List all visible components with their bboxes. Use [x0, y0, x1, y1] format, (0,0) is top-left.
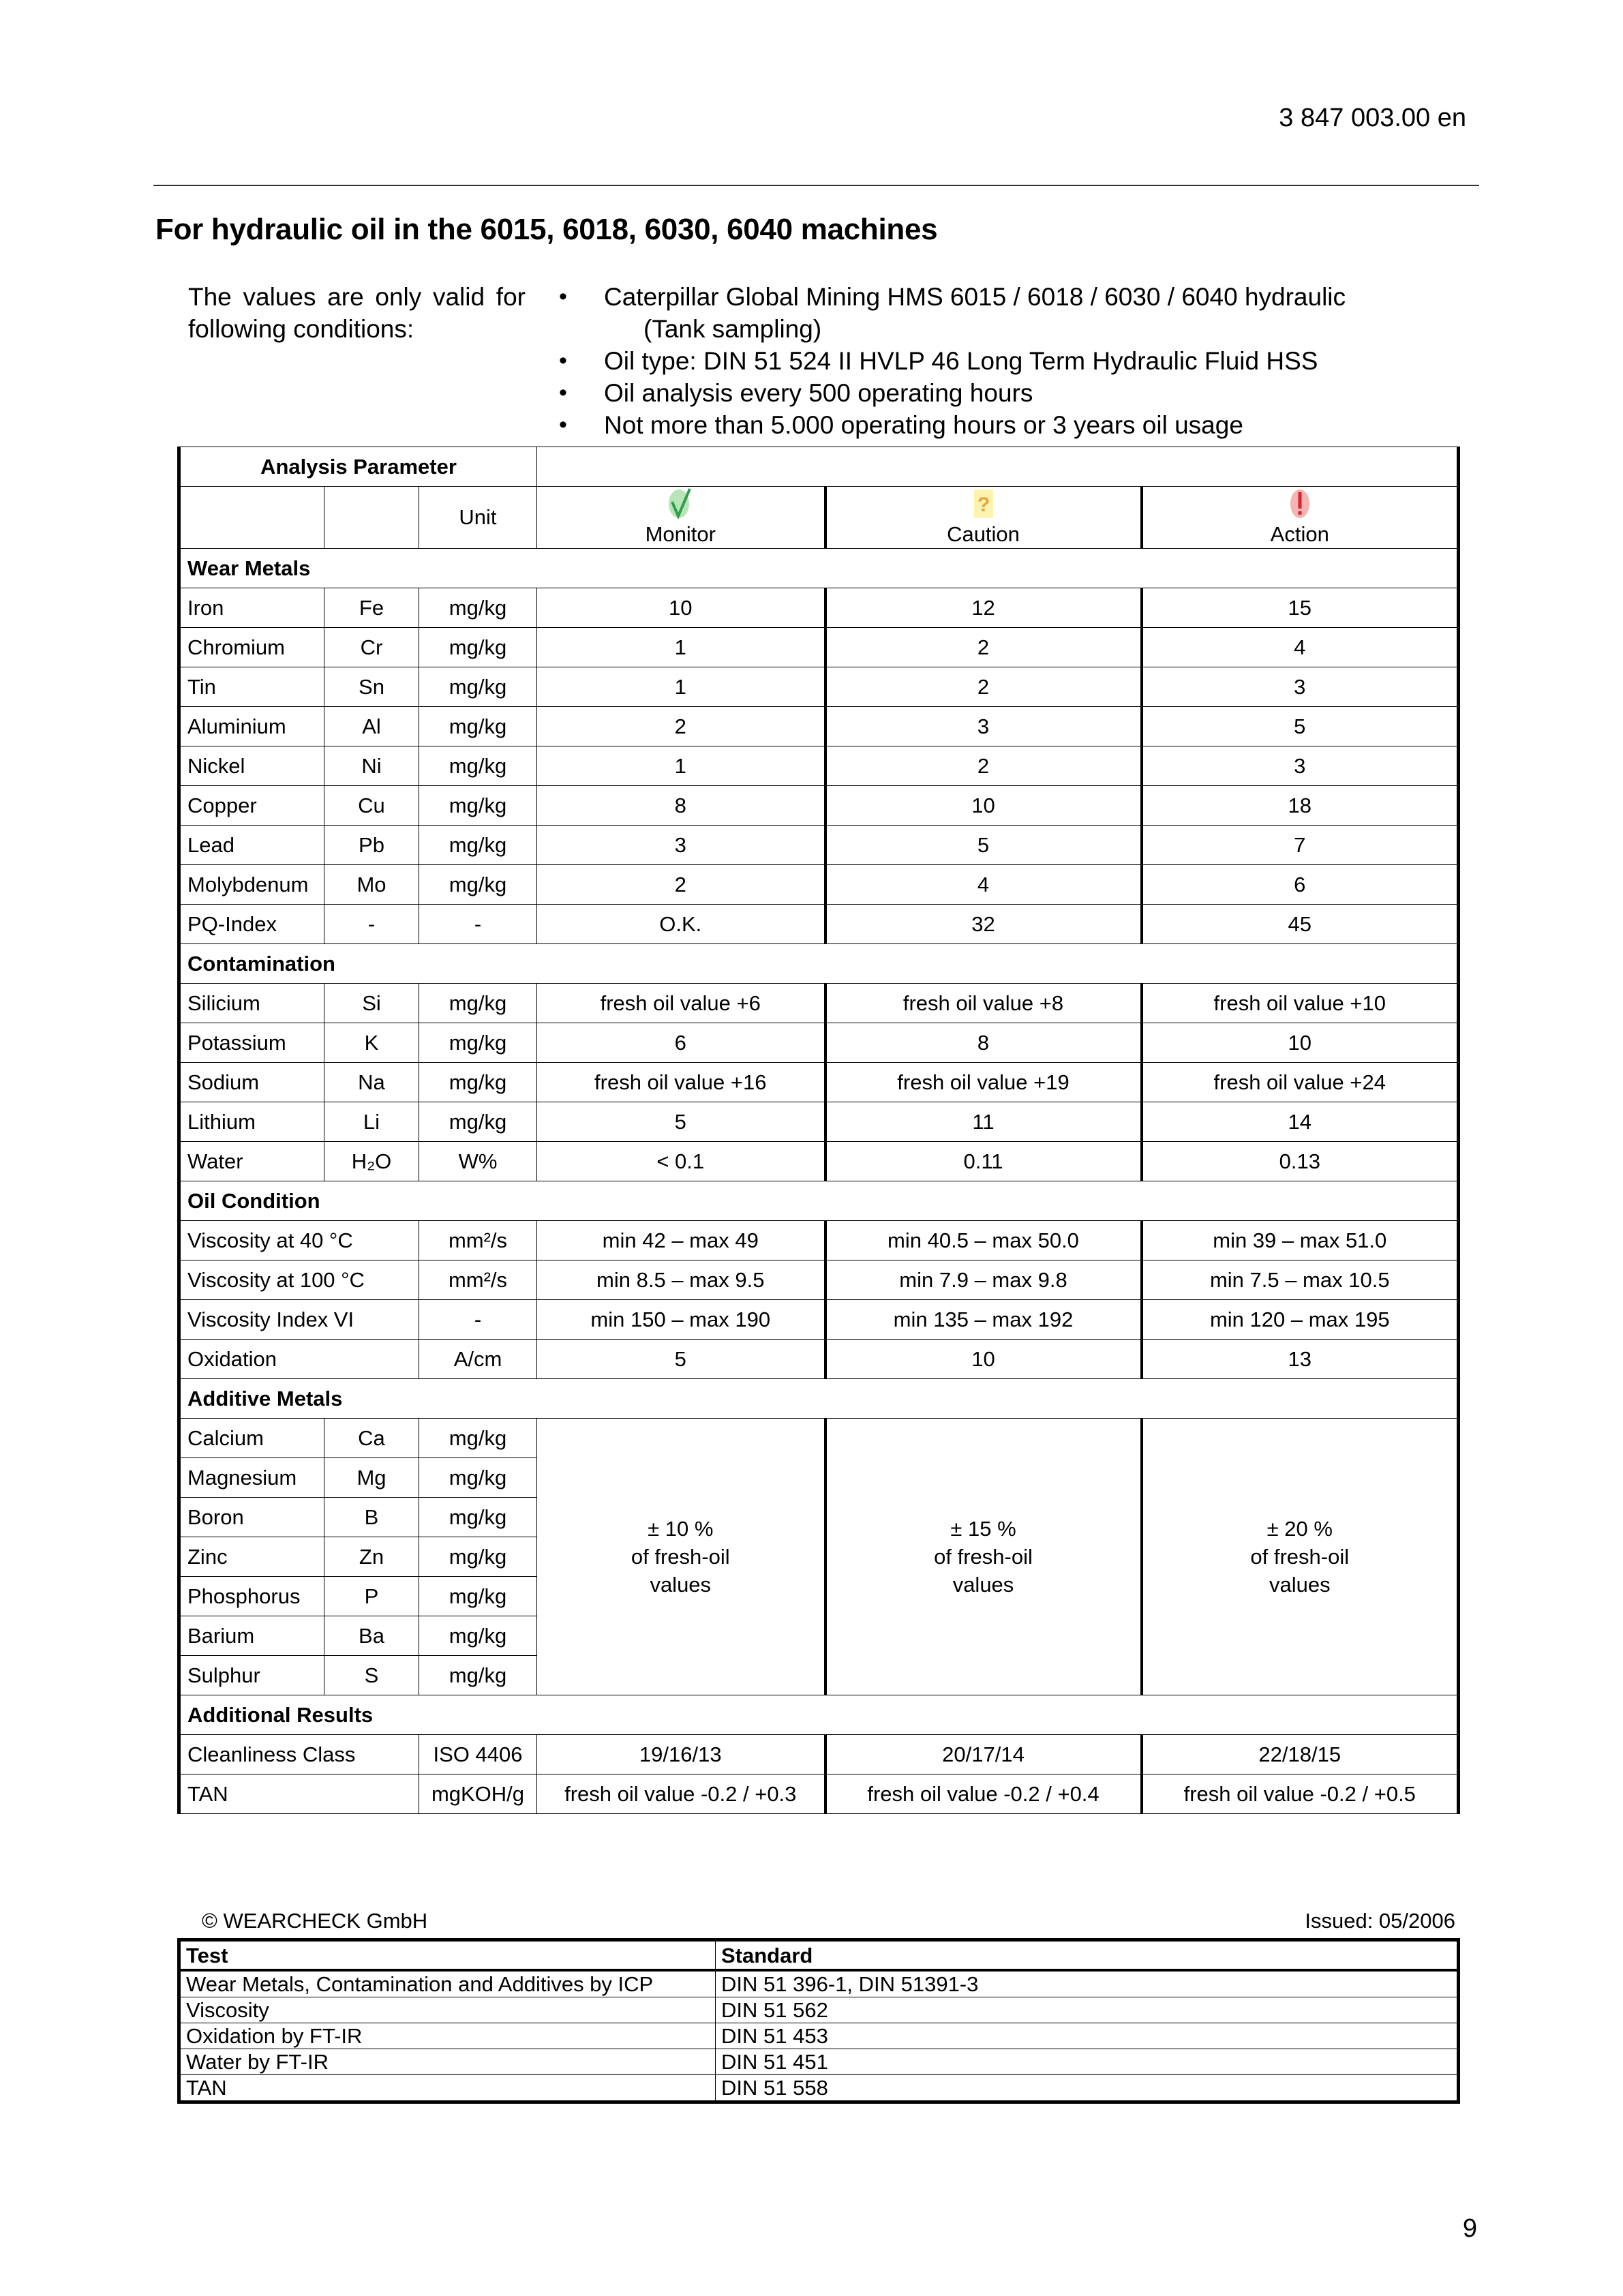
table-row: [179, 1221, 1459, 1260]
issued-date: Issued: 05/2006: [1305, 1909, 1455, 1933]
question-icon: [969, 487, 999, 521]
section-header-row: [179, 1695, 1459, 1735]
parameter-symbol: P: [324, 1577, 419, 1616]
action-value: fresh oil value +24: [1142, 1063, 1459, 1102]
monitor-value: < 0.1: [537, 1142, 825, 1181]
parameter-unit: ISO 4406: [419, 1735, 537, 1774]
monitor-value: min 42 – max 49: [537, 1221, 825, 1260]
monitor-value: 2: [537, 865, 825, 905]
action-additive-tolerance: [1142, 1419, 1459, 1695]
monitor-value: fresh oil value +6: [537, 984, 825, 1023]
table-row: [179, 628, 1459, 667]
action-value: 18: [1142, 786, 1459, 826]
level-label: Action: [1270, 522, 1329, 546]
caution-value: 32: [825, 905, 1142, 944]
level-header-row: [179, 487, 1459, 549]
document-number: 3 847 003.00 en: [1279, 104, 1466, 132]
parameter-symbol: Li: [324, 1102, 419, 1142]
parameter-symbol: Cr: [324, 628, 419, 667]
standard-name: DIN 51 562: [716, 1997, 1459, 2023]
parameter-unit: A/cm: [419, 1340, 537, 1379]
caution-value: 3: [825, 707, 1142, 746]
monitor-value: 10: [537, 588, 825, 628]
monitor-value: 3: [537, 826, 825, 865]
table-row: [179, 1023, 1459, 1063]
parameter-symbol: Ba: [324, 1616, 419, 1656]
parameter-symbol: Cu: [324, 786, 419, 826]
level-label: Caution: [947, 522, 1020, 546]
parameter-symbol: Zn: [324, 1537, 419, 1577]
monitor-value: 6: [537, 1023, 825, 1063]
check-icon: [665, 487, 695, 521]
caution-value: 0.11: [825, 1142, 1142, 1181]
caution-value: 2: [825, 746, 1142, 786]
monitor-value: 19/16/13: [537, 1735, 825, 1774]
monitor-value: min 150 – max 190: [537, 1300, 825, 1340]
parameter-name: Magnesium: [179, 1458, 324, 1498]
monitor-value: 2: [537, 707, 825, 746]
test-name: TAN: [179, 2075, 716, 2102]
table-row: [179, 905, 1459, 944]
parameter-symbol: Ni: [324, 746, 419, 786]
parameter-name: Chromium: [179, 628, 324, 667]
section-title: Contamination: [179, 944, 1459, 984]
parameter-unit: mg/kg: [419, 984, 537, 1023]
table-row: [179, 1735, 1459, 1774]
table-row: [179, 1300, 1459, 1340]
parameter-name: Molybdenum: [179, 865, 324, 905]
condition-text: Not more than 5.000 operating hours or 3 years oil usage: [604, 411, 1243, 439]
unit-header: Unit: [419, 487, 537, 549]
parameter-name: Sulphur: [179, 1656, 324, 1695]
parameter-unit: mg/kg: [419, 1458, 537, 1498]
parameter-symbol: Fe: [324, 588, 419, 628]
parameter-symbol: Sn: [324, 667, 419, 707]
parameter-name: Viscosity Index VI: [179, 1300, 419, 1340]
parameter-unit: mg/kg: [419, 588, 537, 628]
parameter-symbol: Si: [324, 984, 419, 1023]
table-row: [179, 984, 1459, 1023]
header-divider: [153, 185, 1479, 186]
oil-limits-table: [177, 447, 1460, 1814]
section-title: Additive Metals: [179, 1379, 1459, 1419]
parameter-unit: mg/kg: [419, 786, 537, 826]
caution-value: fresh oil value +8: [825, 984, 1142, 1023]
action-value: min 120 – max 195: [1142, 1300, 1459, 1340]
standards-row: [179, 1970, 1459, 1997]
exclamation-icon: [1285, 487, 1315, 521]
caution-value: 4: [825, 865, 1142, 905]
monitor-additive-tolerance: [537, 1419, 825, 1695]
parameter-name: Phosphorus: [179, 1577, 324, 1616]
tolerance-text: values: [952, 1573, 1014, 1597]
monitor-value: fresh oil value +16: [537, 1063, 825, 1102]
table-row: [179, 826, 1459, 865]
table-row: [179, 1419, 1459, 1458]
table-row: [179, 1063, 1459, 1102]
parameter-unit: mg/kg: [419, 1102, 537, 1142]
table-row: [179, 865, 1459, 905]
standards-table: [177, 1938, 1460, 2104]
section-header-row: [179, 1379, 1459, 1419]
condition-text: Caterpillar Global Mining HMS 6015 / 6018 / 6030 / 6040 hydraulic: [604, 283, 1346, 311]
tolerance-text: of fresh-oil: [1250, 1545, 1350, 1569]
test-header: Test: [179, 1940, 716, 1971]
level-caution: [825, 487, 1142, 549]
parameter-name: Copper: [179, 786, 324, 826]
monitor-value: 1: [537, 667, 825, 707]
action-value: 6: [1142, 865, 1459, 905]
parameter-name: Potassium: [179, 1023, 324, 1063]
parameter-unit: mgKOH/g: [419, 1774, 537, 1814]
action-value: 45: [1142, 905, 1459, 944]
monitor-value: 5: [537, 1102, 825, 1142]
condition-item: [559, 377, 1472, 409]
caution-value: min 135 – max 192: [825, 1300, 1142, 1340]
action-value: 14: [1142, 1102, 1459, 1142]
section-header-row: [179, 1181, 1459, 1221]
standard-header: Standard: [716, 1940, 1459, 1971]
standard-name: DIN 51 396-1, DIN 51391-3: [716, 1970, 1459, 1997]
monitor-value: 8: [537, 786, 825, 826]
parameter-unit: mm²/s: [419, 1221, 537, 1260]
parameter-symbol: S: [324, 1656, 419, 1695]
standard-name: DIN 51 453: [716, 2023, 1459, 2049]
standards-row: [179, 2023, 1459, 2049]
table-header-row: [179, 447, 1459, 487]
parameter-name: Cleanliness Class: [179, 1735, 419, 1774]
parameter-symbol: B: [324, 1498, 419, 1537]
caution-value: 10: [825, 786, 1142, 826]
action-value: 13: [1142, 1340, 1459, 1379]
action-value: 5: [1142, 707, 1459, 746]
caution-value: fresh oil value -0.2 / +0.4: [825, 1774, 1142, 1814]
caution-value: 5: [825, 826, 1142, 865]
parameter-symbol: H₂O: [324, 1142, 419, 1181]
caution-value: fresh oil value +19: [825, 1063, 1142, 1102]
monitor-value: min 8.5 – max 9.5: [537, 1260, 825, 1300]
action-value: 7: [1142, 826, 1459, 865]
parameter-unit: mg/kg: [419, 1498, 537, 1537]
standard-name: DIN 51 558: [716, 2075, 1459, 2102]
table-row: [179, 1142, 1459, 1181]
parameter-unit: mg/kg: [419, 1616, 537, 1656]
section-header-row: [179, 944, 1459, 984]
condition-text: Oil type: DIN 51 524 II HVLP 46 Long Term Hydraulic Fluid HSS: [604, 347, 1318, 375]
caution-value: 11: [825, 1102, 1142, 1142]
parameter-unit: -: [419, 1300, 537, 1340]
table-row: [179, 1340, 1459, 1379]
header-blank: [537, 447, 1459, 487]
standards-row: [179, 2075, 1459, 2102]
parameter-name: Oxidation: [179, 1340, 419, 1379]
action-value: min 7.5 – max 10.5: [1142, 1260, 1459, 1300]
tolerance-text: values: [650, 1573, 712, 1597]
caution-value: min 40.5 – max 50.0: [825, 1221, 1142, 1260]
analysis-parameter-header: Analysis Parameter: [179, 447, 537, 487]
parameter-name: Viscosity at 40 °C: [179, 1221, 419, 1260]
parameter-unit: mg/kg: [419, 826, 537, 865]
table-row: [179, 707, 1459, 746]
section-header-row: [179, 549, 1459, 588]
parameter-name: Nickel: [179, 746, 324, 786]
parameter-name: Calcium: [179, 1419, 324, 1458]
tolerance-text: ± 15 %: [950, 1517, 1016, 1541]
parameter-unit: mg/kg: [419, 865, 537, 905]
parameter-unit: mg/kg: [419, 628, 537, 667]
parameter-symbol: Mo: [324, 865, 419, 905]
tolerance-text: ± 20 %: [1266, 1517, 1333, 1541]
tolerance-text: values: [1269, 1573, 1331, 1597]
header-blank: [179, 487, 324, 549]
parameter-unit: mg/kg: [419, 746, 537, 786]
monitor-value: 1: [537, 628, 825, 667]
caution-value: 2: [825, 667, 1142, 707]
tolerance-text: of fresh-oil: [631, 1545, 730, 1569]
action-value: 4: [1142, 628, 1459, 667]
standards-row: [179, 1997, 1459, 2023]
action-value: 3: [1142, 667, 1459, 707]
parameter-unit: -: [419, 905, 537, 944]
caution-value: 8: [825, 1023, 1142, 1063]
parameter-unit: mg/kg: [419, 1063, 537, 1102]
action-value: fresh oil value -0.2 / +0.5: [1142, 1774, 1459, 1814]
action-value: 3: [1142, 746, 1459, 786]
svg-text:?: ?: [977, 494, 990, 516]
action-value: 10: [1142, 1023, 1459, 1063]
parameter-name: Sodium: [179, 1063, 324, 1102]
caution-value: 2: [825, 628, 1142, 667]
parameter-unit: mg/kg: [419, 1577, 537, 1616]
caution-value: min 7.9 – max 9.8: [825, 1260, 1142, 1300]
parameter-name: Iron: [179, 588, 324, 628]
test-name: Viscosity: [179, 1997, 716, 2023]
test-name: Water by FT-IR: [179, 2049, 716, 2075]
parameter-symbol: Mg: [324, 1458, 419, 1498]
monitor-value: 1: [537, 746, 825, 786]
parameter-name: Zinc: [179, 1537, 324, 1577]
condition-text: Oil analysis every 500 operating hours: [604, 379, 1033, 407]
caution-value: 10: [825, 1340, 1142, 1379]
level-monitor: [537, 487, 825, 549]
parameter-name: Lithium: [179, 1102, 324, 1142]
table-row: [179, 746, 1459, 786]
parameter-name: Viscosity at 100 °C: [179, 1260, 419, 1300]
table-row: [179, 1774, 1459, 1814]
test-name: Oxidation by FT-IR: [179, 2023, 716, 2049]
tolerance-text: of fresh-oil: [934, 1545, 1033, 1569]
condition-subtext: (Tank sampling): [643, 315, 822, 343]
table-row: [179, 786, 1459, 826]
parameter-name: Water: [179, 1142, 324, 1181]
parameter-name: TAN: [179, 1774, 419, 1814]
monitor-value: O.K.: [537, 905, 825, 944]
parameter-unit: mg/kg: [419, 1656, 537, 1695]
parameter-name: PQ-Index: [179, 905, 324, 944]
parameter-symbol: Al: [324, 707, 419, 746]
parameter-unit: mm²/s: [419, 1260, 537, 1300]
table-row: [179, 667, 1459, 707]
parameter-unit: mg/kg: [419, 1537, 537, 1577]
parameter-symbol: Pb: [324, 826, 419, 865]
action-value: fresh oil value +10: [1142, 984, 1459, 1023]
action-value: 22/18/15: [1142, 1735, 1459, 1774]
page-number: 9: [1462, 2214, 1477, 2243]
parameter-symbol: K: [324, 1023, 419, 1063]
parameter-symbol: Na: [324, 1063, 419, 1102]
action-value: min 39 – max 51.0: [1142, 1221, 1459, 1260]
parameter-unit: mg/kg: [419, 1023, 537, 1063]
section-title: Oil Condition: [179, 1181, 1459, 1221]
standards-row: [179, 2049, 1459, 2075]
parameter-name: Lead: [179, 826, 324, 865]
monitor-value: fresh oil value -0.2 / +0.3: [537, 1774, 825, 1814]
parameter-symbol: Ca: [324, 1419, 419, 1458]
parameter-name: Aluminium: [179, 707, 324, 746]
caution-additive-tolerance: [825, 1419, 1142, 1695]
condition-item: [559, 409, 1472, 441]
level-label: Monitor: [645, 522, 716, 546]
header-blank: [324, 487, 419, 549]
section-title: Additional Results: [179, 1695, 1459, 1735]
parameter-unit: mg/kg: [419, 1419, 537, 1458]
standard-name: DIN 51 451: [716, 2049, 1459, 2075]
page-title: For hydraulic oil in the 6015, 6018, 6030, 6040 machines: [155, 213, 938, 246]
action-value: 15: [1142, 588, 1459, 628]
caution-value: 20/17/14: [825, 1735, 1142, 1774]
parameter-unit: W%: [419, 1142, 537, 1181]
parameter-name: Tin: [179, 667, 324, 707]
table-row: [179, 588, 1459, 628]
condition-item: [559, 345, 1472, 377]
monitor-value: 5: [537, 1340, 825, 1379]
level-action: [1142, 487, 1459, 549]
parameter-unit: mg/kg: [419, 667, 537, 707]
condition-item: [559, 281, 1472, 345]
caution-value: 12: [825, 588, 1142, 628]
action-value: 0.13: [1142, 1142, 1459, 1181]
parameter-name: Barium: [179, 1616, 324, 1656]
parameter-name: Silicium: [179, 984, 324, 1023]
parameter-symbol: -: [324, 905, 419, 944]
standards-header-row: [179, 1940, 1459, 1971]
parameter-unit: mg/kg: [419, 707, 537, 746]
parameter-name: Boron: [179, 1498, 324, 1537]
conditions-label: The values are only valid for following conditions:: [188, 283, 526, 343]
test-name: Wear Metals, Contamination and Additives by ICP: [179, 1970, 716, 1997]
section-title: Wear Metals: [179, 549, 1459, 588]
table-row: [179, 1102, 1459, 1142]
copyright: © WEARCHECK GmbH: [202, 1909, 428, 1933]
conditions-list: [559, 281, 1472, 441]
tolerance-text: ± 10 %: [648, 1517, 714, 1541]
table-row: [179, 1260, 1459, 1300]
